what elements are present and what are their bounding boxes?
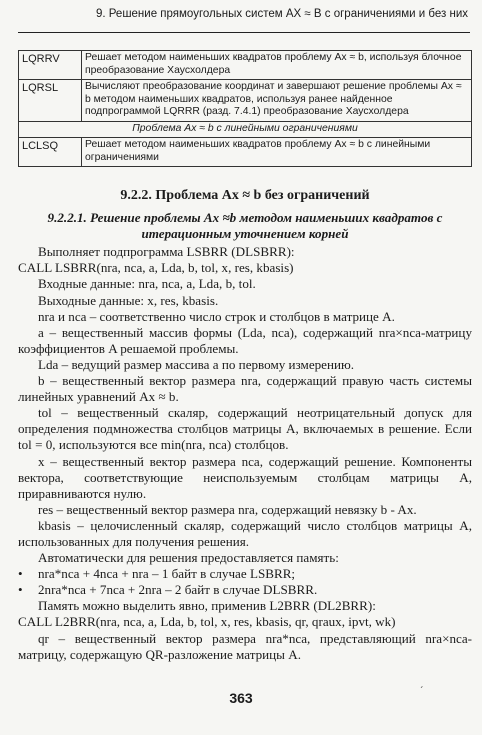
- call-statement-2: CALL L2BRR(nra, nca, a, Lda, b, tol, x, res, kbasis, qr, qraux, ipvt, wk): [18, 614, 396, 630]
- param-lda: Lda – ведущий размер массива a по первому измерению.: [38, 356, 355, 372]
- routine-description: Вычисляют преобразование координат и завершают решение проблемы Ax ≈ b методом наименьших квадратов, используя ранее найденное подпрограммой LQRRR (разд. 7.4.1) преобразование Хаусхолдера: [82, 80, 472, 122]
- paragraph-memory: Автоматически для решения предоставляется память:: [38, 550, 339, 566]
- param-a: a – вещественный массив формы (Lda, nca), содержащий nra×nca-матрицу коэффициентов A решаемой проблемы.: [18, 324, 472, 356]
- bullet-icon: •: [18, 566, 23, 582]
- table-row: [19, 80, 472, 122]
- section-heading: 9.2.2. Проблема Ax ≈ b без ограничений: [120, 188, 370, 203]
- param-qr: qr – вещественный вектор размера nra*nca, представляющий nra×nca-матрицу, содержащую QR-разложение матрицы A.: [18, 630, 472, 662]
- routine-description: Решает методом наименьших квадратов проблему Ax ≈ b с линейными ограничениями: [82, 138, 472, 167]
- table-section-title: Проблема Ax ≈ b с линейными ограничениями: [19, 121, 472, 138]
- param-b: b – вещественный вектор размера nra, содержащий правую часть системы линейных уравнений Ax ≈ b.: [18, 373, 472, 405]
- bullet-text: nra*nca + 4nca + nra – 1 байт в случае LSBRR;: [38, 566, 296, 582]
- table-section-row: [19, 121, 472, 138]
- routine-name: LCLSQ: [19, 138, 82, 167]
- param-kbasis: kbasis – целочисленный скаляр, содержащий число столбцов матрицы A, использованных для получения решения.: [18, 517, 472, 549]
- param-x: x – вещественный вектор размера nca, содержащий решение. Компоненты вектора, соответствующие неиспользуемым столбцам матрицы A, приравниваются нулю.: [18, 453, 472, 501]
- bullet-text: 2nra*nca + 7nca + 2nra – 2 байт в случае DLSBRR.: [38, 582, 318, 598]
- param-res: res – вещественный вектор размера nra, содержащий невязку b - Ax.: [38, 501, 417, 517]
- bullet-icon: •: [18, 582, 23, 598]
- paragraph-explicit-memory: Память можно выделить явно, применив L2BRR (DL2BRR):: [38, 598, 376, 614]
- routine-name: LQRSL: [19, 80, 82, 122]
- input-data: Входные данные: nra, nca, a, Lda, b, tol.: [38, 276, 256, 292]
- call-statement: CALL LSBRR(nra, nca, a, Lda, b, tol, x, res, kbasis): [18, 260, 294, 276]
- bullet-item: [18, 566, 472, 582]
- routine-name: LQRRV: [19, 51, 82, 80]
- paragraph: Выполняет подпрограмма LSBRR (DLSBRR):: [38, 244, 295, 260]
- running-header: [18, 2, 470, 33]
- corner-mark-icon: ˊ: [420, 686, 424, 697]
- page-body: [18, 186, 472, 663]
- param-nra: nra и nca – соответственно число строк и столбцов в матрице A.: [38, 308, 395, 324]
- table-row: [19, 51, 472, 80]
- running-title: 9. Решение прямоугольных систем AX ≈ B с ограничениями и без них: [95, 8, 468, 20]
- subroutines-table: [18, 50, 472, 167]
- output-data: Выходные данные: x, res, kbasis.: [38, 292, 219, 308]
- param-tol: tol – вещественный скаляр, содержащий неотрицательный допуск для определения подмножества столбцов матрицы A, включаемых в решение. Если tol = 0, используются все min(nra, nca) столбцов.: [18, 405, 472, 453]
- routine-description: Решает методом наименьших квадратов проблему Ax ≈ b, используя блочное преобразование Хаусхолдера: [82, 51, 472, 80]
- subsection-heading: 9.2.2.1. Решение проблемы Ax ≈b методом наименьших квадратов с итерационным уточнением корней: [47, 210, 443, 242]
- page-number: 363: [229, 690, 253, 706]
- bullet-item: [18, 582, 472, 598]
- table-row: [19, 138, 472, 167]
